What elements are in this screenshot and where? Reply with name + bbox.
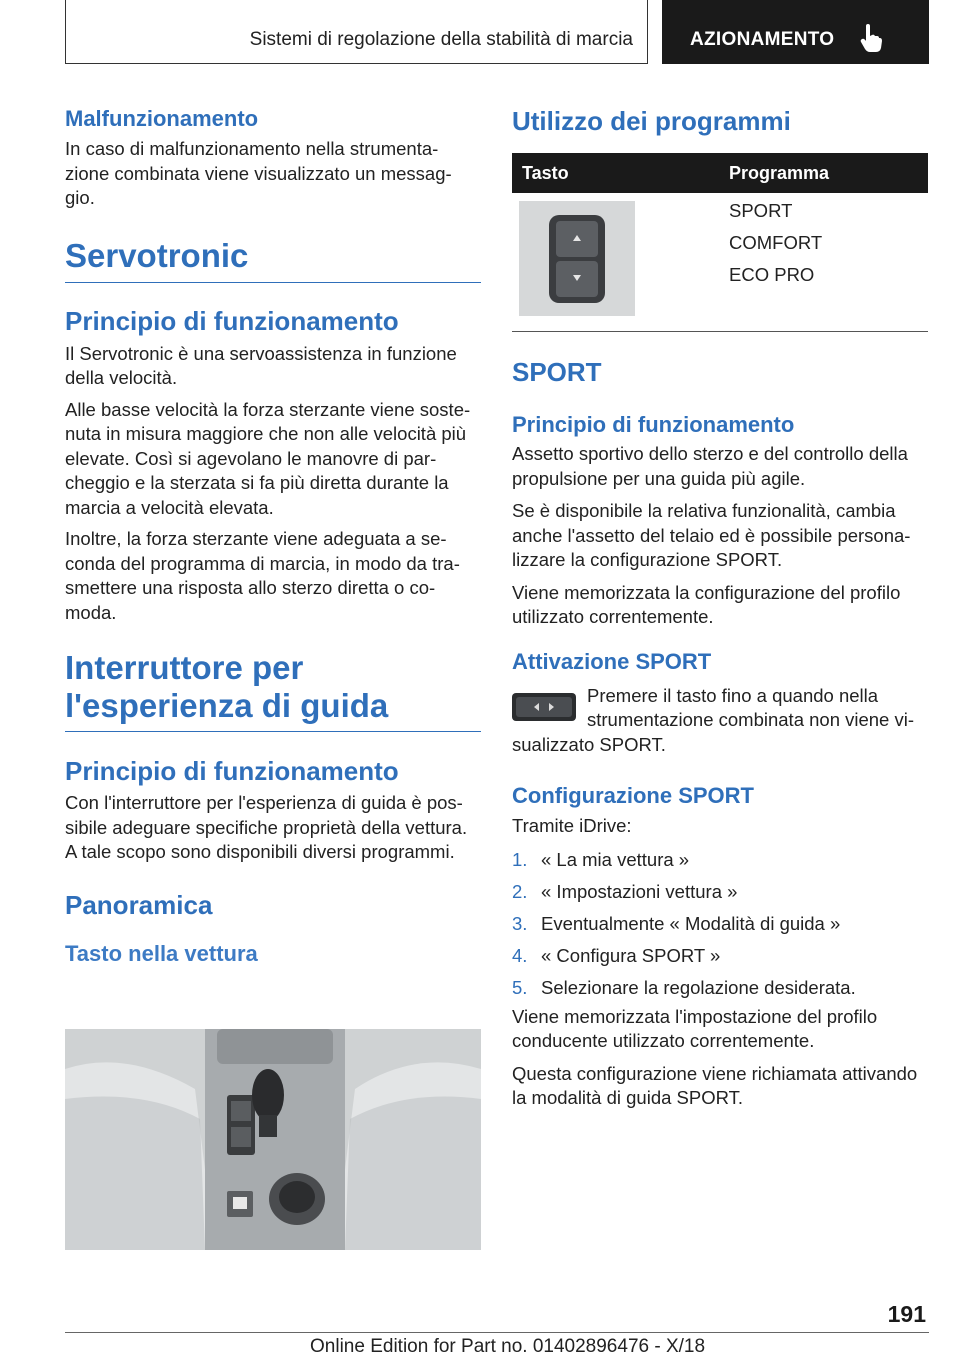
table-row xyxy=(512,193,928,321)
program-comfort: COMFORT xyxy=(729,232,823,253)
list-item: 5. Selezionare la regolazione desiderata. xyxy=(512,976,856,998)
config-intro: Tramite iDrive: xyxy=(512,815,632,836)
sport-principio-p1: Assetto sportivo dello sterzo e del controllo della propulsione per una guida più agile. xyxy=(512,443,908,489)
col-header-programma: Programma xyxy=(719,153,928,193)
chapter-tab xyxy=(662,0,929,64)
list-item: 4. « Configura SPORT » xyxy=(512,944,721,966)
tasto-heading: Tasto nella vettura xyxy=(65,940,258,966)
section-title-box xyxy=(65,0,648,64)
attivazione-text-a: Premere il tasto fino a quando nella strumentazione combinata non viene vi- xyxy=(587,684,915,730)
config-heading: Configurazione SPORT xyxy=(512,783,754,808)
list-item: 3. Eventualmente « Modalità di guida » xyxy=(512,912,841,934)
after-p2: Questa configurazione viene richiamata attivando la modalità di guida SPORT. xyxy=(512,1062,918,1108)
right-column xyxy=(512,100,928,1111)
center-console-image xyxy=(65,1029,481,1250)
attivazione-block xyxy=(512,684,928,758)
sport-switch-icon xyxy=(512,693,576,721)
principio1-p1: Il Servotronic è una servoassistenza in funzione della velocità. xyxy=(65,342,457,388)
page-header xyxy=(65,0,929,64)
sport-principio-p2: Se è disponibile la relativa funzionalità, cambia anche l'assetto del telaio ed è possibile persona- lizzare la configurazione SPORT. xyxy=(512,500,911,570)
section-title: Sistemi di regolazione della stabilità di marcia xyxy=(249,29,633,50)
malf-text: In caso di malfunzionamento nella strumenta- zione combinata viene visualizzato un messag- gio. xyxy=(65,138,452,208)
sport-heading: SPORT xyxy=(512,357,602,387)
driving-switch-image xyxy=(519,201,635,316)
principio2-heading: Principio di funzionamento xyxy=(65,756,399,786)
program-table xyxy=(512,153,928,321)
attivazione-heading: Attivazione SPORT xyxy=(512,648,712,674)
program-eco-pro: ECO PRO xyxy=(729,264,815,285)
panoramica-heading: Panoramica xyxy=(65,889,213,920)
config-steps xyxy=(512,844,928,1004)
principio1-p3: Inoltre, la forza sterzante viene adeguata a se- conda del programma di marcia, in modo da tra- smettere una risposta allo sterzo diretta o co- moda. xyxy=(65,528,460,623)
after-p1: Viene memorizzata l'impostazione del profilo conducente utilizzato correntemente. xyxy=(512,1005,878,1051)
footer-divider xyxy=(65,1332,929,1333)
attivazione-text-b: sualizzato SPORT. xyxy=(512,733,666,755)
edition-text: Online Edition for Part no. 01402896476 - X/18 xyxy=(310,1336,706,1357)
list-item: 1. « La mia vettura » xyxy=(512,848,690,870)
servotronic-section xyxy=(65,237,481,283)
hand-pointer-icon xyxy=(860,24,882,52)
principio1-p2: Alle basse velocità la forza sterzante viene soste- nuta in misura maggiore che non alle velocità più elevate. Così si agevolano le manovre di par- cheggio e la sterzata si fa più diretta durante la marcia a velocità elevata. xyxy=(65,398,471,518)
principio2-p1: Con l'interruttore per l'esperienza di guida è pos- sibile adeguare specifiche proprietà della vettura. A tale scopo sono disponibili diversi programmi. xyxy=(65,792,468,862)
interruttore-heading: Interruttore per l'esperienza di guida xyxy=(65,649,389,724)
sport-principio-p3: Viene memorizzata la configurazione del profilo utilizzato correntemente. xyxy=(512,581,901,627)
principio1-heading: Principio di funzionamento xyxy=(65,305,399,336)
malf-heading: Malfunzionamento xyxy=(65,106,259,131)
chapter-title: AZIONAMENTO xyxy=(690,29,835,50)
interruttore-section xyxy=(65,649,481,732)
col-header-tasto: Tasto xyxy=(512,153,719,193)
left-column xyxy=(65,100,481,968)
page-number: 191 xyxy=(887,1301,926,1327)
program-sport: SPORT xyxy=(729,200,793,221)
program-table-wrapper xyxy=(512,153,928,332)
servotronic-heading: Servotronic xyxy=(65,236,249,274)
utilizzo-heading: Utilizzo dei programmi xyxy=(512,106,791,136)
list-item: 2. « Impostazioni vettura » xyxy=(512,880,738,902)
sport-principio-heading: Principio di funzionamento xyxy=(512,412,795,437)
